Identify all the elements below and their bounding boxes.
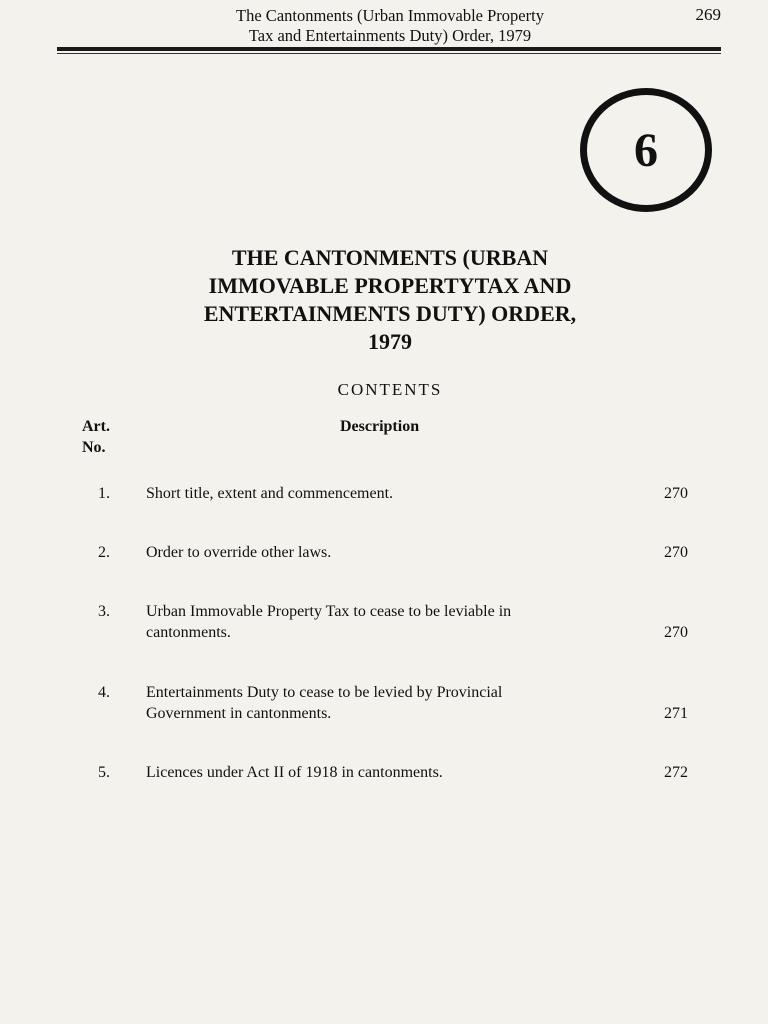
running-header-line-1: The Cantonments (Urban Immovable Property [236,6,544,25]
document-title-line-3: ENTERTAINMENTS DUTY) ORDER, [203,301,577,326]
toc-entry-text-line-1: Order to override other laws. [146,544,332,561]
toc-entry-text-line-1: Entertainments Duty to cease to be levied by Provincial [146,684,503,701]
document-title [130,244,650,356]
toc-entry-text-line-1: Short title, extent and commencement. [146,485,394,502]
chapter-number: 6 [634,123,658,177]
toc-entry-number: 3. [98,603,110,620]
toc-entry-description [146,483,616,504]
toc-entry-page: 272 [664,764,688,781]
toc-entry-number: 2. [98,544,110,561]
toc-entry-text-line-2: cantonments. [146,624,231,641]
toc-entry-page: 271 [664,705,688,722]
chapter-number-circle [580,88,712,212]
toc-entry-page: 270 [664,544,688,561]
toc-entry-number: 4. [98,684,110,701]
toc-entry-number: 5. [98,764,110,781]
toc-entry-description [146,542,616,563]
running-header-title [170,6,610,46]
toc-entry-page: 270 [664,485,688,502]
toc-entry-number: 1. [98,485,110,502]
toc-entry-description [146,682,616,724]
document-title-line-4: 1979 [368,329,412,354]
column-header-no: No. [82,439,106,456]
document-title-line-2: IMMOVABLE PROPERTYTAX AND [208,273,572,298]
contents-heading: CONTENTS [337,380,443,399]
running-header-line-2: Tax and Entertainments Duty) Order, 1979 [248,26,532,45]
toc-entry-text-line-2: Government in cantonments. [146,705,332,722]
toc-entry-page: 270 [664,624,688,641]
toc-entry-description [146,601,616,643]
header-rule-thin [57,53,721,54]
column-header-art: Art. [82,418,110,435]
page-number: 269 [695,5,721,24]
column-header-art-no [82,416,122,458]
header-rule-thick [57,47,721,51]
toc-entry-text-line-1: Urban Immovable Property Tax to cease to be leviable in [146,603,512,620]
toc-entry-text-line-1: Licences under Act II of 1918 in cantonments. [146,764,443,781]
column-header-description: Description [340,418,420,435]
document-title-line-1: THE CANTONMENTS (URBAN [231,245,549,270]
toc-entry-description [146,762,616,783]
